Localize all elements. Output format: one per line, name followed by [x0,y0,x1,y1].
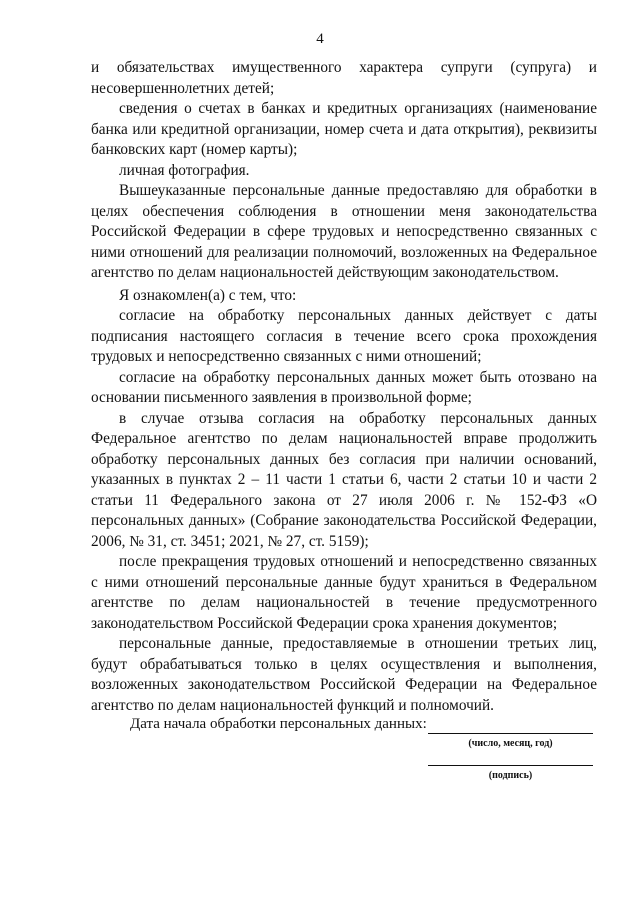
paragraph-8: в случае отзыва согласия на обработку персональных данных Федеральное агентство по делам национальностей вправе продолжить обработку персональных данных без согласия при наличии оснований, указанных в пунктах 2 – 11 части 1 статьи 6, части 2 статьи 10 и части 2 статьи 11 Федерального закона от 27 июля 2006 г. № 152-ФЗ «О персональных данных» (Собрание законодательства Российской Федерации, 2006, № 31, ст. 3451; 2021, № 27, ст. 5159); [91,409,597,550]
paragraph-10: персональные данные, предоставляемые в отношении третьих лиц, будут обрабатываться только в целях осуществления и выполнения, возложенных законодательством Российской Федерации на Федеральное агентство по делам национальностей функций и полномочий. [91,635,597,714]
document-body [91,58,597,716]
paragraph-2: сведения о счетах в банках и кредитных организациях (наименование банка или кредитной организации, номер счета и дата открытия), реквизиты банковских карт (номер карты); [91,100,597,158]
paragraph-1: и обязательствах имущественного характера супруги (супруга) и несовершеннолетних детей; [91,59,597,97]
signature-caption: (подпись) [488,770,533,781]
signature-blank-line [428,765,593,766]
date-label: Дата начала обработки персональных данных: [130,716,427,732]
paragraph-7: согласие на обработку персональных данных может быть отозвано на основании письменного заявления в произвольной форме; [91,368,597,406]
date-caption: (число, месяц, год) [468,738,553,749]
paragraph-5: Я ознакомлен(а) с тем, что: [119,286,297,304]
page-number: 4 [316,31,324,47]
paragraph-4: Вышеуказанные персональные данные предоставляю для обработки в целях обеспечения соблюдения в отношении меня законодательства Российской Федерации в сфере трудовых и непосредственно связанных с ними отношений для реализации полномочий, возложенных на Федеральное агентство по делам национальностей действующим законодательством. [91,182,597,281]
date-blank-line [428,733,593,734]
paragraph-9: после прекращения трудовых отношений и непосредственно связанных с ними отношений персональные данные будут храниться в Федеральном агентстве по делам национальностей в течение предусмотренного законодательством Российской Федерации срока хранения документов; [91,553,597,632]
paragraph-3: личная фотография. [119,161,250,179]
paragraph-6: согласие на обработку персональных данных действует с даты подписания настоящего согласия в течение всего срока прохождения трудовых и непосредственно связанных с ними отношений; [91,307,597,365]
